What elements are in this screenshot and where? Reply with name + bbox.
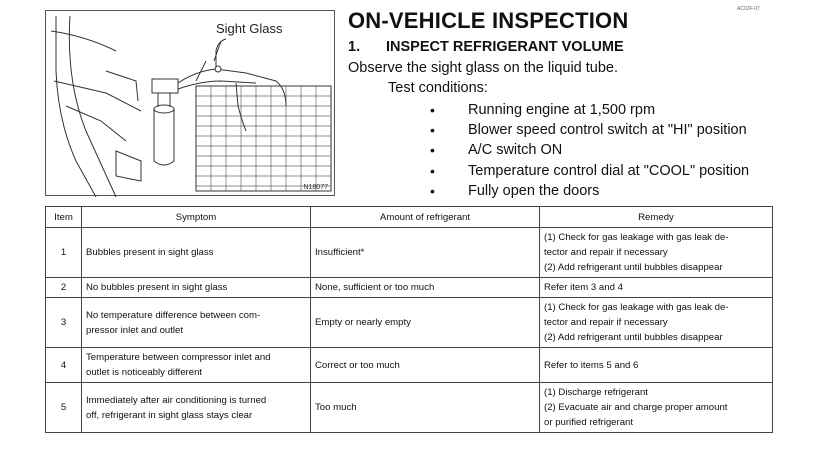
remedy-line: (2) Evacuate air and charge proper amount — [544, 402, 728, 413]
condition-item — [430, 100, 749, 120]
refrigerant-inspection-table — [45, 206, 773, 433]
symptom-line: Temperature between compressor inlet and — [86, 352, 271, 363]
remedy-line: (1) Check for gas leakage with gas leak de- — [544, 302, 729, 313]
amount-cell: Insufficient* — [311, 228, 540, 278]
figure-code: N18077 — [303, 184, 328, 191]
remedy-line: (1) Check for gas leakage with gas leak de- — [544, 232, 729, 243]
symptom-cell — [82, 298, 311, 348]
remedy-line: Refer to items 5 and 6 — [544, 359, 639, 371]
condition-item — [430, 120, 749, 140]
table-row — [46, 298, 773, 348]
sight-glass-label: Sight Glass — [216, 21, 283, 36]
remedy-line: Refer item 3 and 4 — [544, 282, 623, 293]
symptom-cell — [82, 278, 311, 298]
remedy-line: tector and repair if necessary — [544, 317, 668, 328]
remedy-line: (1) Discharge refrigerant — [544, 387, 648, 398]
test-conditions-label: Test conditions: — [388, 80, 488, 96]
symptom-line: No temperature difference between com- — [86, 309, 261, 321]
remedy-cell — [540, 278, 773, 298]
table-row — [46, 348, 773, 383]
page-code: AC02F-07 — [737, 6, 760, 12]
symptom-line: pressor inlet and outlet — [86, 324, 184, 336]
remedy-cell — [540, 348, 773, 383]
remedy-line: (2) Add refrigerant until bubbles disappear — [544, 332, 723, 343]
bullet-icon: • — [430, 122, 435, 139]
condition-text: A/C switch ON — [468, 142, 563, 159]
condition-item — [430, 181, 749, 201]
condition-text: Temperature control dial at "COOL" position — [468, 162, 750, 179]
bullet-icon: • — [430, 102, 435, 118]
amount-cell: Too much — [311, 383, 540, 433]
instruction-text: Observe the sight glass on the liquid tube. — [348, 60, 619, 76]
item-number: 1 — [46, 228, 82, 278]
bullet-icon: • — [430, 142, 435, 159]
step-heading — [348, 39, 624, 55]
item-number: 5 — [46, 383, 82, 433]
page-title: ON-VEHICLE INSPECTION — [348, 8, 629, 33]
remedy-line: tector and repair if necessary — [544, 247, 668, 258]
test-conditions-list — [430, 100, 749, 201]
item-number: 2 — [46, 278, 82, 298]
condition-text: Fully open the doors — [468, 182, 600, 199]
symptom-cell — [82, 383, 311, 433]
sight-glass-illustration — [45, 10, 335, 196]
amount-cell: Correct or too much — [311, 348, 540, 383]
header-symptom: Symptom — [82, 207, 311, 228]
remedy-line: or purified refrigerant — [544, 417, 634, 428]
amount-cell: Empty or nearly empty — [311, 298, 540, 348]
engine-bay-drawing — [46, 11, 336, 197]
step-number: 1. — [348, 39, 361, 55]
table-row — [46, 383, 773, 433]
condition-item — [430, 161, 749, 181]
item-number: 4 — [46, 348, 82, 383]
symptom-cell — [82, 348, 311, 383]
symptom-line: outlet is noticeably different — [86, 367, 203, 378]
symptom-line: No bubbles present in sight glass — [86, 282, 228, 293]
remedy-line: (2) Add refrigerant until bubbles disappear — [544, 262, 723, 273]
header-item: Item — [46, 207, 82, 228]
symptom-line: Bubbles present in sight glass — [86, 247, 214, 258]
amount-cell: None, sufficient or too much — [311, 278, 540, 298]
bullet-icon: • — [430, 162, 435, 179]
condition-item — [430, 140, 749, 160]
remedy-cell — [540, 228, 773, 278]
condition-text: Blower speed control switch at "HI" position — [468, 122, 747, 139]
header-remedy: Remedy — [540, 207, 773, 228]
table-header-row — [46, 207, 773, 228]
remedy-cell — [540, 298, 773, 348]
table-row — [46, 278, 773, 298]
step-title: INSPECT REFRIGERANT VOLUME — [386, 39, 624, 55]
item-number: 3 — [46, 298, 82, 348]
table-row — [46, 228, 773, 278]
header-amount: Amount of refrigerant — [311, 207, 540, 228]
bullet-icon: • — [430, 182, 435, 199]
symptom-line: Immediately after air conditioning is turned — [86, 394, 267, 406]
condition-text: Running engine at 1,500 rpm — [468, 102, 656, 118]
remedy-cell — [540, 383, 773, 433]
symptom-line: off, refrigerant in sight glass stays clear — [86, 409, 253, 421]
symptom-cell — [82, 228, 311, 278]
